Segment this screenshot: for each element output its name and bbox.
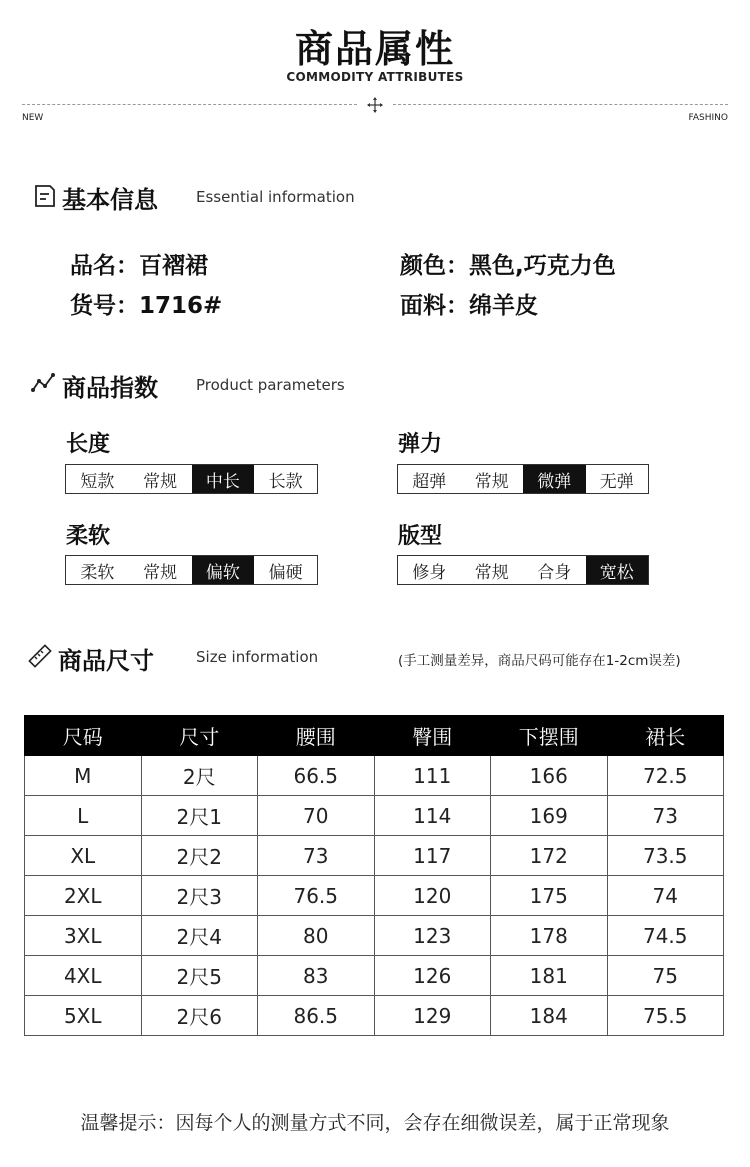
table-cell: 2尺5 <box>141 956 258 996</box>
table-cell: 2XL <box>25 876 142 916</box>
table-cell: M <box>25 756 142 796</box>
scale-option: 柔软 <box>80 562 115 583</box>
table-cell: 73 <box>607 796 724 836</box>
table-cell: 72.5 <box>607 756 724 796</box>
table-cell: L <box>25 796 142 836</box>
header-cell: 腰围 <box>258 716 375 756</box>
scale-softness <box>65 555 318 585</box>
table-cell: 73.5 <box>607 836 724 876</box>
table-row <box>25 876 724 916</box>
scale-option: 长款 <box>268 471 303 492</box>
param-label-elasticity: 弹力 <box>398 432 443 457</box>
table-cell: 86.5 <box>258 996 375 1036</box>
divider-right <box>393 104 728 105</box>
product-name: 品名：百褶裙 <box>70 253 208 279</box>
header-cell: 尺码 <box>25 716 142 756</box>
size-note: (手工测量差异，商品尺码可能存在1-2cm误差) <box>398 653 681 669</box>
size-info-title: 商品尺寸 <box>58 647 154 675</box>
table-row <box>25 836 724 876</box>
trend-line-icon <box>30 370 56 396</box>
scale-option-selected: 偏软 <box>192 556 255 584</box>
table-cell: 75.5 <box>607 996 724 1036</box>
header-cell: 臀围 <box>374 716 491 756</box>
size-info-title-en: Size information <box>196 648 319 666</box>
scale-fit <box>397 555 649 585</box>
table-cell: 5XL <box>25 996 142 1036</box>
ruler-icon <box>27 643 53 669</box>
table-cell: 114 <box>374 796 491 836</box>
table-cell: 74.5 <box>607 916 724 956</box>
table-cell: 123 <box>374 916 491 956</box>
scale-option: 短款 <box>80 471 115 492</box>
table-cell: 76.5 <box>258 876 375 916</box>
table-cell: 2尺2 <box>141 836 258 876</box>
table-cell: 126 <box>374 956 491 996</box>
document-icon <box>32 183 58 209</box>
table-cell: 3XL <box>25 916 142 956</box>
table-cell: XL <box>25 836 142 876</box>
scale-option-selected: 宽松 <box>586 556 649 584</box>
table-cell: 120 <box>374 876 491 916</box>
table-cell: 80 <box>258 916 375 956</box>
table-cell: 4XL <box>25 956 142 996</box>
params-title: 商品指数 <box>62 374 158 402</box>
scale-option-selected: 微弹 <box>523 465 586 493</box>
bottom-tip: 温馨提示：因每个人的测量方式不同，会存在细微误差，属于正常现象 <box>80 1112 670 1134</box>
basic-info-title-en: Essential information <box>196 188 355 206</box>
table-cell: 178 <box>491 916 608 956</box>
product-sku: 货号：1716# <box>70 293 223 319</box>
scale-option: 偏硬 <box>268 562 303 583</box>
header-cell: 下摆围 <box>491 716 608 756</box>
scale-option-selected: 中长 <box>192 465 255 493</box>
param-label-softness: 柔软 <box>66 524 111 549</box>
header-cell: 裙长 <box>607 716 724 756</box>
scale-length <box>65 464 318 494</box>
scale-option: 无弹 <box>599 471 634 492</box>
page-subtitle: COMMODITY ATTRIBUTES <box>286 70 464 84</box>
table-header-row <box>25 716 724 756</box>
table-cell: 2尺3 <box>141 876 258 916</box>
params-title-en: Product parameters <box>196 376 345 394</box>
scale-option: 常规 <box>143 471 178 492</box>
table-cell: 172 <box>491 836 608 876</box>
table-cell: 117 <box>374 836 491 876</box>
scale-option: 常规 <box>474 471 509 492</box>
table-cell: 129 <box>374 996 491 1036</box>
scale-option: 修身 <box>412 562 447 583</box>
divider-left <box>22 104 357 105</box>
param-label-fit: 版型 <box>398 524 443 549</box>
table-cell: 74 <box>607 876 724 916</box>
table-cell: 175 <box>491 876 608 916</box>
scale-option: 常规 <box>143 562 178 583</box>
scale-elasticity <box>397 464 649 494</box>
table-cell: 70 <box>258 796 375 836</box>
basic-info-title: 基本信息 <box>62 186 158 214</box>
table-cell: 2尺4 <box>141 916 258 956</box>
table-cell: 111 <box>374 756 491 796</box>
table-cell: 2尺1 <box>141 796 258 836</box>
table-cell: 166 <box>491 756 608 796</box>
param-label-length: 长度 <box>66 432 111 457</box>
table-row <box>25 916 724 956</box>
table-cell: 73 <box>258 836 375 876</box>
table-row <box>25 996 724 1036</box>
table-cell: 181 <box>491 956 608 996</box>
table-cell: 184 <box>491 996 608 1036</box>
table-cell: 75 <box>607 956 724 996</box>
cross-arrows-icon <box>366 96 384 114</box>
table-row <box>25 756 724 796</box>
scale-option: 合身 <box>537 562 572 583</box>
product-fabric: 面料：绵羊皮 <box>400 293 538 319</box>
table-cell: 2尺 <box>141 756 258 796</box>
table-cell: 2尺6 <box>141 996 258 1036</box>
tag-fashino: FASHINO <box>688 113 728 123</box>
page-title: 商品属性 <box>294 27 455 71</box>
product-color: 颜色：黑色,巧克力色 <box>400 253 616 279</box>
scale-option: 常规 <box>474 562 509 583</box>
scale-option: 超弹 <box>412 471 447 492</box>
table-cell: 83 <box>258 956 375 996</box>
table-row <box>25 796 724 836</box>
table-cell: 169 <box>491 796 608 836</box>
table-cell: 66.5 <box>258 756 375 796</box>
table-row <box>25 956 724 996</box>
header-cell: 尺寸 <box>141 716 258 756</box>
size-table <box>24 715 724 1036</box>
tag-new: NEW <box>22 113 44 123</box>
